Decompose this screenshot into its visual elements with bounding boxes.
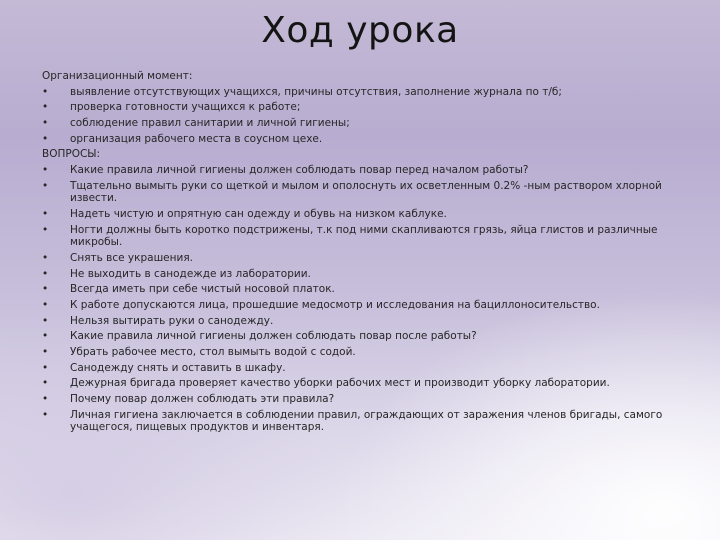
list-item-text: Почему повар должен соблюдать эти правила? bbox=[70, 393, 335, 406]
list-item-text: Санодежду снять и оставить в шкафу. bbox=[70, 361, 286, 374]
bullet: • bbox=[42, 164, 49, 177]
bullet: • bbox=[42, 179, 49, 192]
list-item-text: проверка готовности учащихся к работе; bbox=[70, 101, 301, 114]
list-item-text: организация рабочего места в соусном цехе. bbox=[70, 132, 323, 145]
slide-body bbox=[42, 70, 692, 437]
list-item bbox=[42, 164, 692, 177]
list-item bbox=[42, 268, 692, 281]
list-item bbox=[42, 252, 692, 265]
bullet: • bbox=[42, 132, 49, 145]
bullet: • bbox=[42, 283, 49, 296]
bullet: • bbox=[42, 251, 49, 264]
list-item bbox=[42, 133, 692, 146]
list-item-text: Надеть чистую и опрятную сан одежду и обувь на низком каблуке. bbox=[70, 208, 447, 220]
list-item bbox=[42, 377, 692, 390]
list-item bbox=[42, 409, 692, 434]
bullet: • bbox=[42, 85, 49, 98]
bullet: • bbox=[42, 314, 49, 327]
list-item-text: Ногти должны быть коротко подстрижены, т.к под ними скапливаются грязь, яйца глистов и различные микробы. bbox=[70, 223, 658, 249]
list-item bbox=[42, 180, 692, 205]
list-item bbox=[42, 283, 692, 296]
list-item bbox=[42, 362, 692, 375]
list-item-text: Всегда иметь при себе чистый носовой платок. bbox=[70, 283, 335, 296]
list-item bbox=[42, 346, 692, 359]
list-item-text: Нельзя вытирать руки о санодежду. bbox=[70, 314, 274, 327]
list-item-text: Убрать рабочее место, стол вымыть водой с содой. bbox=[70, 346, 356, 358]
list-item-text: К работе допускаются лица, прошедшие медосмотр и исследования на бациллоносительство. bbox=[70, 298, 600, 311]
list-item-text: Личная гигиена заключается в соблюдении правил, ограждающих от заражения членов бригады, самого учащегося, пищевых продуктов и инвентаря. bbox=[70, 408, 663, 434]
list-item bbox=[42, 208, 692, 221]
slide-title: Ход урока bbox=[261, 10, 459, 51]
bullet: • bbox=[42, 117, 49, 130]
bullet: • bbox=[42, 298, 49, 311]
list-item bbox=[42, 393, 692, 406]
list-item bbox=[42, 224, 692, 249]
list-item bbox=[42, 86, 692, 99]
questions-heading: ВОПРОСЫ: bbox=[42, 148, 101, 161]
list-item-text: соблюдение правил санитарии и личной гигиены; bbox=[70, 117, 350, 130]
list-item-text: Дежурная бригада проверяет качество уборки рабочих мест и производит уборку лаборатории. bbox=[70, 377, 610, 390]
bullet: • bbox=[42, 208, 49, 220]
list-item bbox=[42, 315, 692, 328]
list-item bbox=[42, 101, 692, 114]
bullet: • bbox=[42, 267, 49, 280]
list-item-text: Снять все украшения. bbox=[70, 251, 193, 264]
bullet: • bbox=[42, 223, 49, 236]
bullet: • bbox=[42, 346, 49, 358]
org-heading: Организационный момент: bbox=[42, 70, 193, 82]
list-item-text: Какие правила личной гигиены должен соблюдать повар после работы? bbox=[70, 330, 477, 343]
list-item bbox=[42, 117, 692, 130]
bullet: • bbox=[42, 361, 49, 374]
list-item-text: Не выходить в санодежде из лаборатории. bbox=[70, 267, 311, 280]
list-item-text: выявление отсутствующих учащихся, причины отсутствия, заполнение журнала по т/б; bbox=[70, 85, 562, 98]
bullet: • bbox=[42, 101, 49, 114]
bullet: • bbox=[42, 330, 49, 343]
bullet: • bbox=[42, 377, 49, 390]
list-item-text: Какие правила личной гигиены должен соблюдать повар перед началом работы? bbox=[70, 164, 529, 177]
list-item-text: Тщательно вымыть руки со щеткой и мылом и ополоснуть их осветленным 0.2% -ным раствором хлорной извести. bbox=[70, 179, 662, 205]
list-item bbox=[42, 330, 692, 343]
bullet: • bbox=[42, 393, 49, 406]
bullet: • bbox=[42, 408, 49, 421]
list-item bbox=[42, 299, 692, 312]
